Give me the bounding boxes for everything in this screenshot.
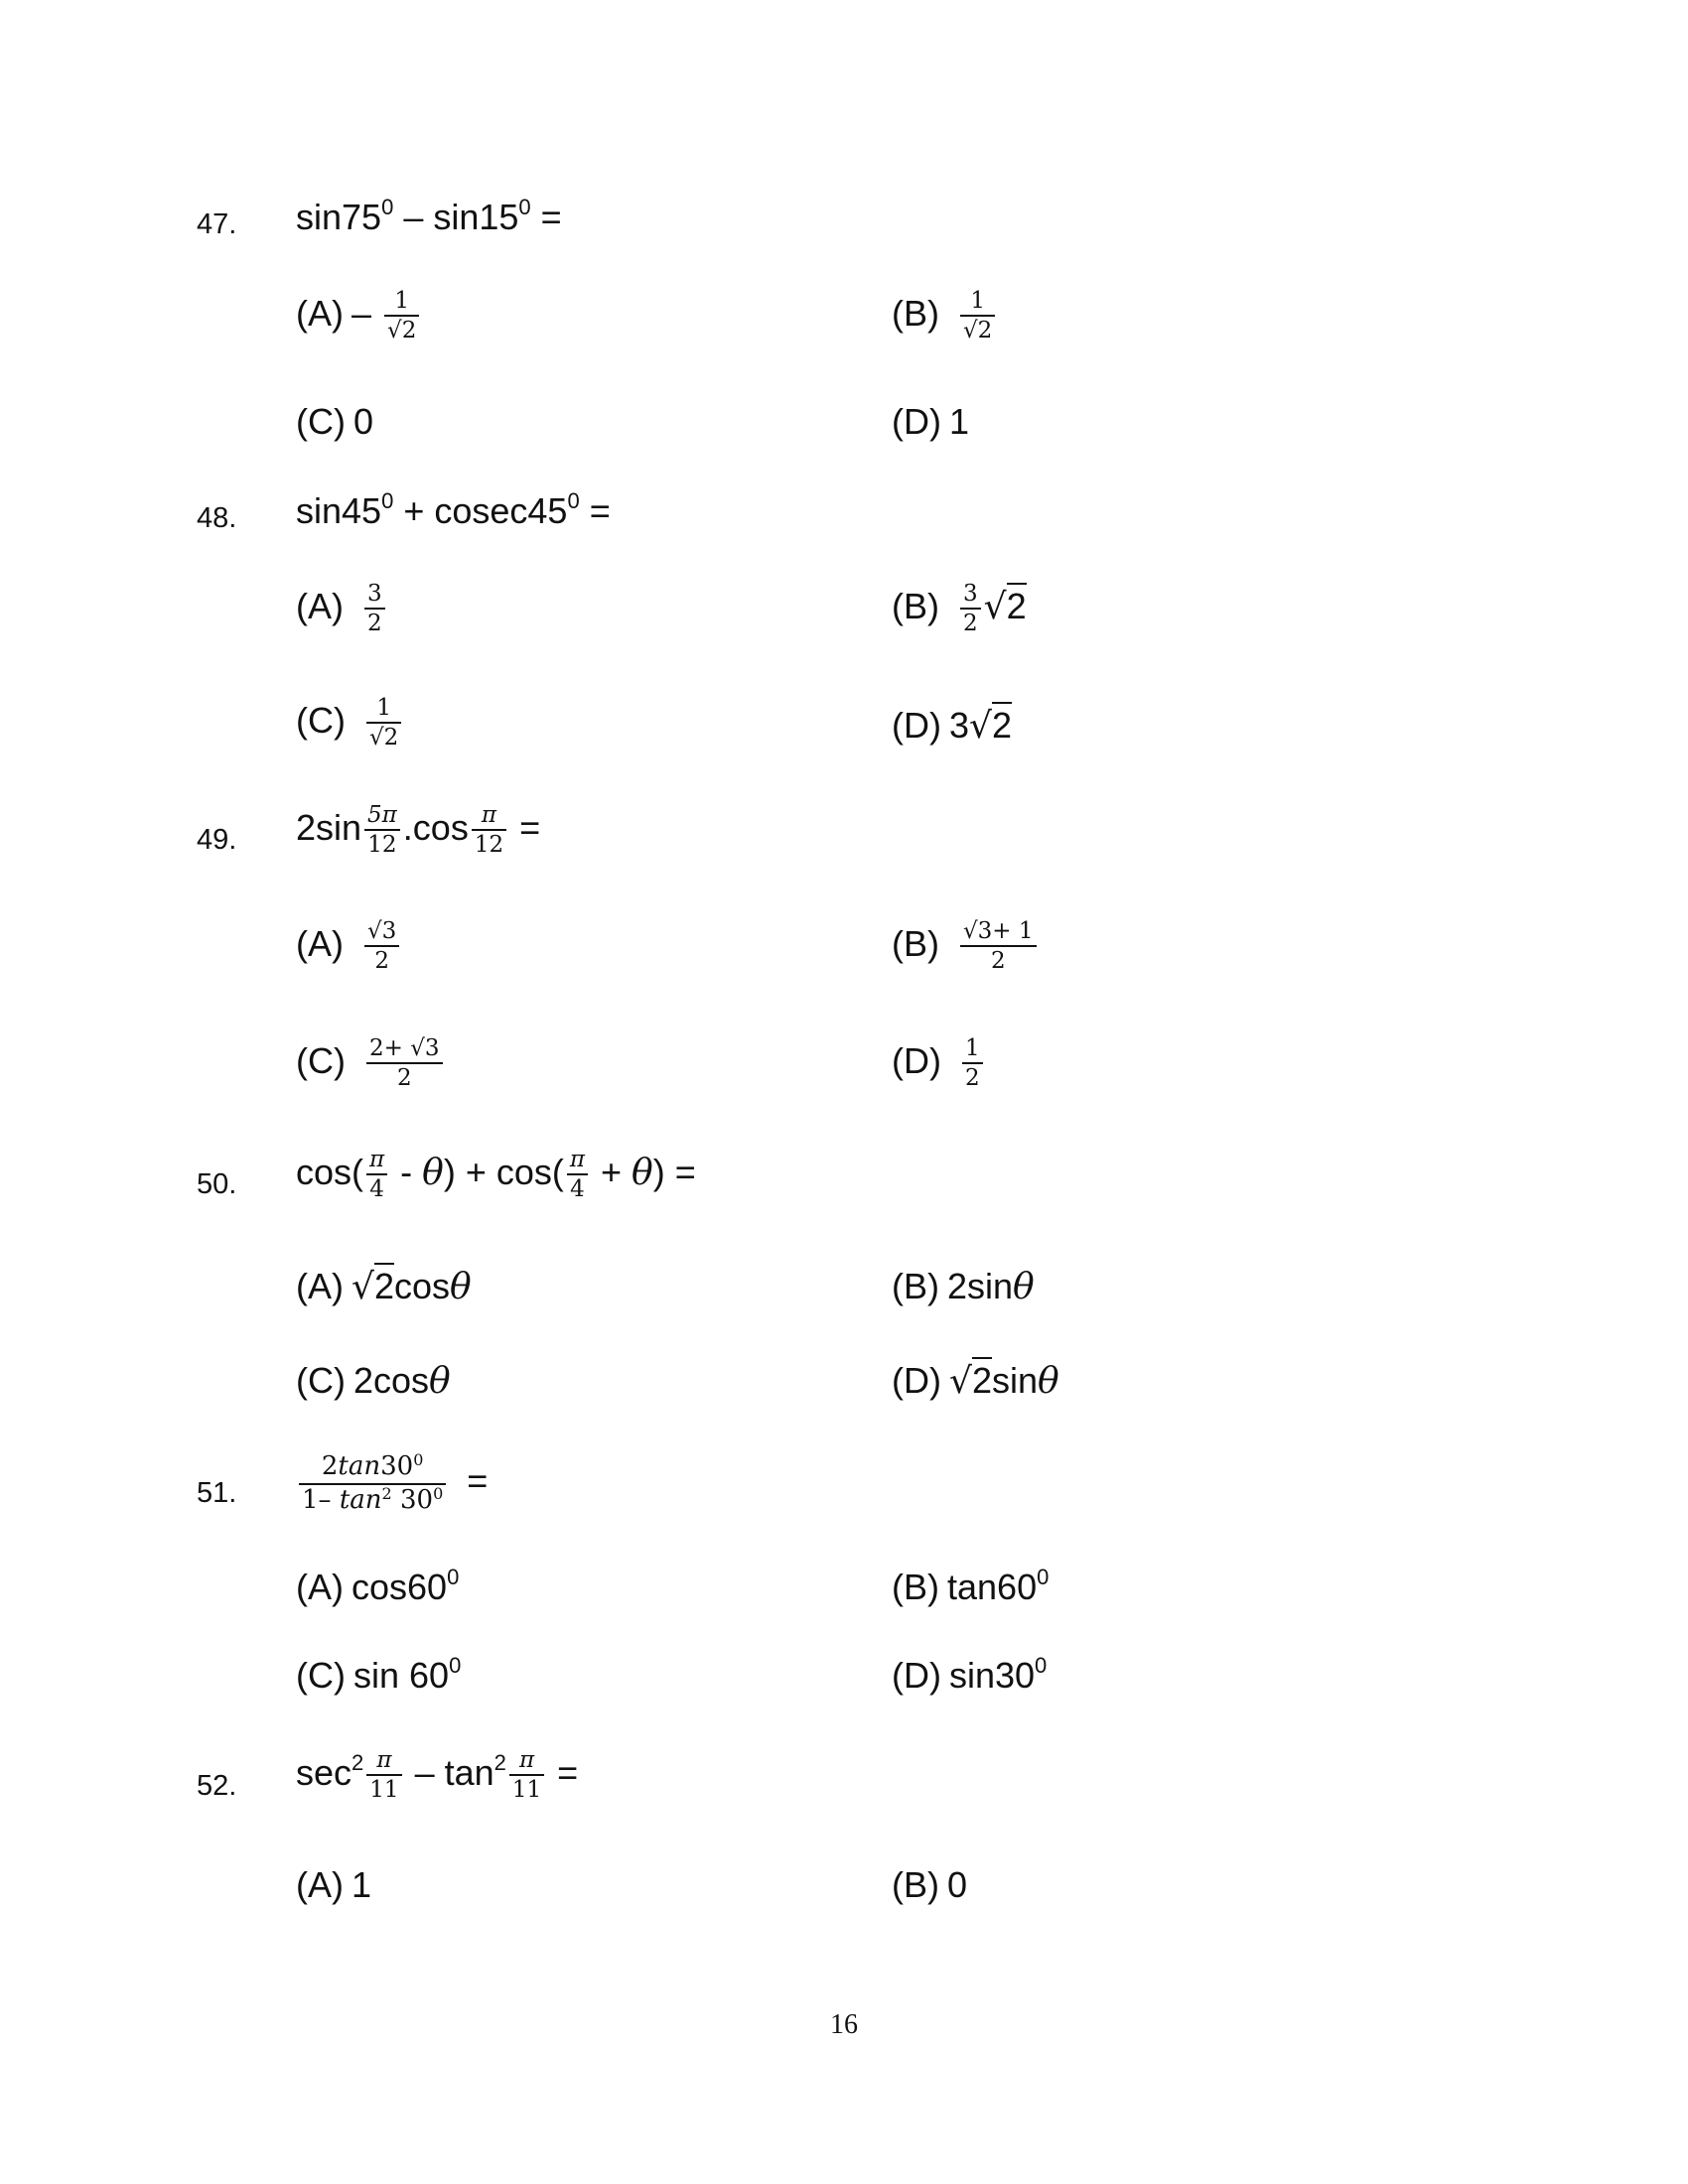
option-d[interactable]: (D) $\sin 30^0$: [892, 1653, 1048, 1696]
option-b[interactable]: (B) $\frac{1}{√2}$: [892, 288, 998, 344]
question-number: 50.: [197, 1168, 237, 1200]
question-stem: $\sec^2$ $\frac{\pi}{11}$ – $\tan^2$ $\frac{\pi}{11}$ =: [296, 1747, 579, 1804]
fraction: $\frac{1}{√2}$: [384, 288, 419, 344]
fraction: $\frac{1}{√2}$: [960, 288, 995, 344]
option-d[interactable]: (D) √2sinθ: [892, 1360, 1059, 1402]
fraction: $\frac{3}{2}$: [364, 581, 385, 637]
fraction: $\frac{5\pi}{12}$: [364, 802, 400, 859]
fraction: $\frac{√3}{2}$: [364, 918, 399, 975]
question-number: 48.: [197, 502, 237, 534]
option-a[interactable]: (A) √2cosθ: [296, 1266, 472, 1307]
option-c[interactable]: (C) 2cosθ: [296, 1360, 451, 1402]
fraction: $\frac{2+ √3}{2}$: [366, 1035, 443, 1092]
fraction: $\frac{√3+ 1}{2}$: [960, 918, 1037, 975]
question-stem: $\sin 45^0 + cosec45^0$ =: [296, 488, 611, 531]
option-d[interactable]: (D) $\frac{1}{2}$: [892, 1035, 986, 1092]
question-number: 49.: [197, 824, 237, 856]
question-number: 51.: [197, 1477, 237, 1509]
question-number: 52.: [197, 1770, 237, 1802]
option-c[interactable]: (C) $\frac{1}{√2}$: [296, 695, 404, 751]
option-a[interactable]: (A) $\frac{3}{2}$: [296, 581, 388, 637]
question-stem: cos( $\frac{\pi}{4}$ - θ) + cos( $\frac{\pi}{4}$ + θ) =: [296, 1147, 696, 1203]
option-d[interactable]: (D) 3√2: [892, 705, 1012, 747]
option-a[interactable]: (A) $\cos 60^0$: [296, 1565, 460, 1607]
option-c[interactable]: (C) 0: [296, 401, 374, 442]
option-a[interactable]: (A) 1: [296, 1864, 372, 1905]
fraction: $\frac{1}{2}$: [962, 1035, 983, 1092]
option-c[interactable]: (C) $\frac{2+ √3}{2}$: [296, 1035, 446, 1092]
option-b[interactable]: (B) $\frac{√3+ 1}{2}$: [892, 918, 1040, 975]
fraction: $\frac{2\tan 30^0}{1- \tan^2 30^0}$: [299, 1452, 446, 1516]
fraction: $\frac{\pi}{11}$: [509, 1747, 544, 1804]
question-stem: 2sin $\frac{5\pi}{12}$ .cos $\frac{\pi}{12}$ =: [296, 802, 541, 859]
option-b[interactable]: (B) $\tan 60^0$: [892, 1565, 1050, 1607]
option-b[interactable]: (B) 0: [892, 1864, 968, 1905]
question-stem: $\sin 75^0 - \sin 15^0$ =: [296, 195, 562, 237]
option-b[interactable]: (B) 2sinθ: [892, 1266, 1035, 1307]
page-number: 16: [830, 2009, 858, 2040]
fraction: $\frac{1}{√2}$: [366, 695, 401, 751]
fraction: $\frac{\pi}{4}$: [366, 1147, 387, 1203]
question-number: 47.: [197, 208, 237, 240]
option-b[interactable]: (B) $\frac{3}{2}$ √2: [892, 581, 1027, 637]
fraction: $\frac{3}{2}$: [960, 581, 981, 637]
option-a[interactable]: (A) – $\frac{1}{√2}$: [296, 288, 422, 344]
option-d[interactable]: (D) 1: [892, 401, 970, 442]
question-stem: $\frac{2\tan 30^0}{1- \tan^2 30^0}$ =: [296, 1452, 488, 1516]
fraction: $\frac{\pi}{4}$: [567, 1147, 588, 1203]
option-c[interactable]: (C) $\sin 60^0$: [296, 1653, 462, 1696]
fraction: $\frac{\pi}{11}$: [366, 1747, 401, 1804]
option-a[interactable]: (A) $\frac{√3}{2}$: [296, 918, 402, 975]
fraction: $\frac{\pi}{12}$: [472, 802, 506, 859]
